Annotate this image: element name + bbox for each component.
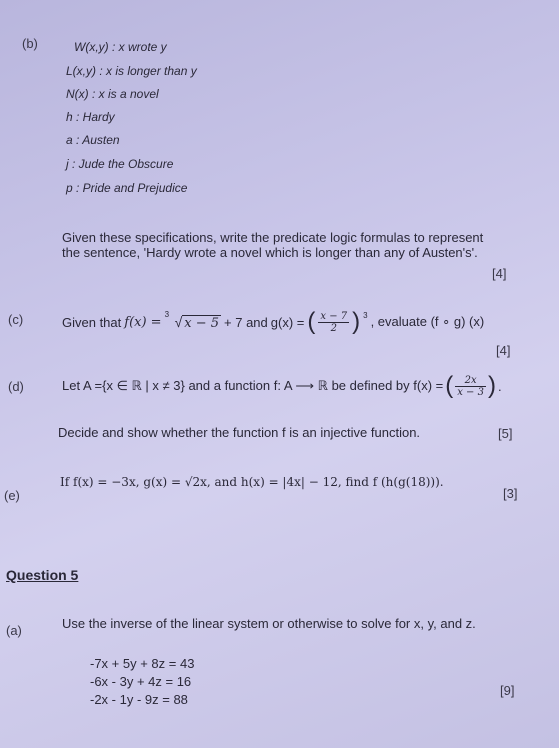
right-paren-icon: ) <box>352 308 361 335</box>
left-paren-icon: ( <box>307 308 316 335</box>
question-c-line <box>62 308 484 336</box>
question-b-line1: Given these specifications, write the predicate logic formulas to represent <box>62 230 484 245</box>
g-denominator: 2 <box>330 322 337 334</box>
definition-line: a : Austen <box>66 133 120 147</box>
part-d-label: (d) <box>8 379 24 394</box>
root-index: 3 <box>164 309 170 319</box>
question-d-line1 <box>62 372 502 400</box>
marks-c: [4] <box>496 343 511 358</box>
question-e-line: If f(x) = −3x, g(x) = √2x, and h(x) = |4x| − 12, find f (h(g(18))). <box>60 475 444 489</box>
equation-line: -7x + 5y + 8z = 43 <box>90 656 195 671</box>
g-definition: g(x) = <box>270 314 305 330</box>
question-5a-text: Use the inverse of the linear system or otherwise to solve for x, y, and z. <box>62 616 476 631</box>
part-5a-label: (a) <box>6 623 22 638</box>
set-definition: Let A ={x ∈ ℝ | x ≠ 3} and a function f: A ⟶ ℝ be defined by f(x) = <box>62 378 444 393</box>
definition-line: W(x,y) : x wrote y <box>74 40 167 54</box>
f-denominator: x − 3 <box>457 386 484 398</box>
part-b-label: (b) <box>22 36 38 51</box>
definition-line: L(x,y) : x is longer than y <box>66 64 197 78</box>
given-text: Given that <box>62 314 122 330</box>
definition-line: j : Jude the Obscure <box>66 157 174 171</box>
g-fraction <box>318 311 349 334</box>
marks-5a: [9] <box>500 683 515 698</box>
evaluate-text: , evaluate (f ∘ g) (x) <box>370 314 485 329</box>
definition-line: p : Pride and Prejudice <box>66 181 188 195</box>
marks-b: [4] <box>492 266 507 281</box>
g-exponent: 3 <box>363 310 368 320</box>
radicand: x − 5 <box>184 315 220 331</box>
f-definition: f(x) = <box>124 314 162 330</box>
equation-line: -6x - 3y + 4z = 16 <box>90 674 192 689</box>
part-c-label: (c) <box>8 312 24 327</box>
definition-line: h : Hardy <box>66 110 115 124</box>
f-numerator: 2x <box>455 375 486 387</box>
cube-root <box>164 309 221 331</box>
question-b-line2: the sentence, 'Hardy wrote a novel which is longer than any of Austen's'. <box>62 245 478 260</box>
question-5-heading: Question 5 <box>6 567 79 583</box>
period: . <box>497 378 502 394</box>
g-numerator: x − 7 <box>320 310 348 322</box>
marks-e: [3] <box>503 486 518 501</box>
marks-d: [5] <box>498 426 513 441</box>
radical-icon: √ <box>174 313 183 330</box>
f-fraction <box>455 375 486 398</box>
definition-line: N(x) : x is a novel <box>66 87 159 101</box>
equation-line: -2x - 1y - 9z = 88 <box>90 692 188 707</box>
left-paren-icon: ( <box>445 372 454 399</box>
right-paren-icon: ) <box>487 372 496 399</box>
plus-seven: + 7 and <box>224 314 268 330</box>
part-e-label: (e) <box>4 488 20 503</box>
question-d-line2: Decide and show whether the function f is an injective function. <box>58 425 421 440</box>
